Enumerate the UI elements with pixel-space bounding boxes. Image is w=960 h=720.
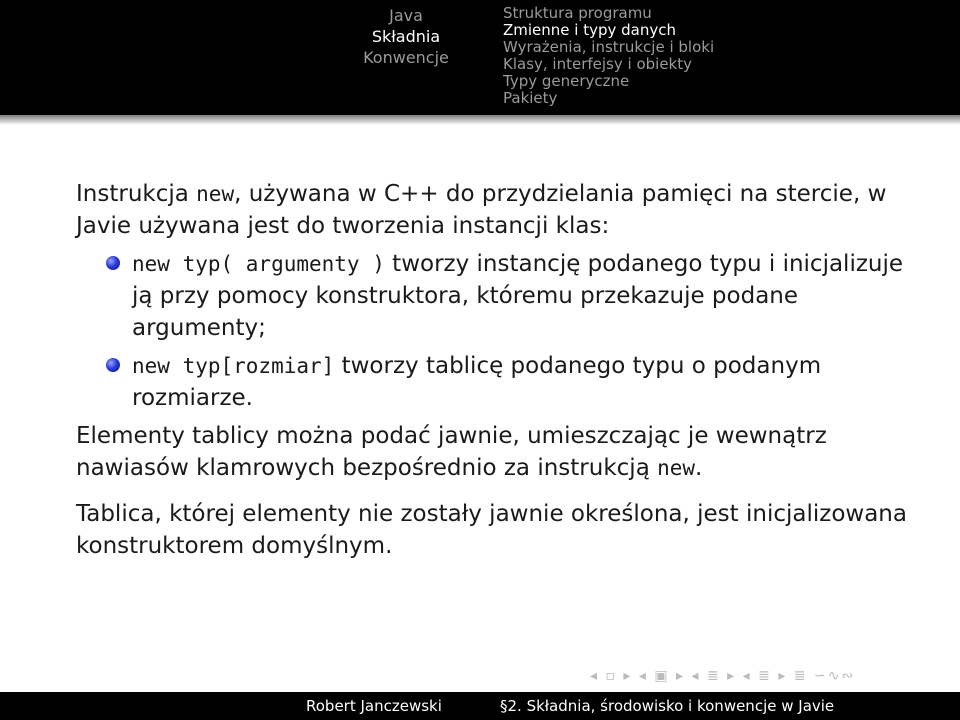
- code-new: new: [196, 182, 235, 206]
- header-section-nav: [503, 5, 714, 107]
- footer-author: Robert Janczewski: [306, 697, 442, 715]
- header-bar: [0, 0, 960, 115]
- slide-content: [76, 178, 916, 562]
- bullet-list: [76, 248, 916, 414]
- nav-section-klasy[interactable]: Klasy, interfejsy i obiekty: [503, 55, 692, 73]
- bullet-item: new typ( argumenty ) tworzy instancję podanego typu i inicjalizuje ją przy pomocy konstruktora, któremu przekazuje podane argumenty;: [76, 248, 916, 344]
- nav-section-zmienne[interactable]: Zmienne i typy danych: [503, 21, 677, 39]
- nav-section-pakiety[interactable]: Pakiety: [503, 89, 558, 107]
- nav-java[interactable]: Java: [389, 6, 423, 25]
- nav-konwencje[interactable]: Konwencje: [363, 48, 449, 67]
- paragraph-intro: Instrukcja new, używana w C++ do przydzielania pamięci na stercie, w Javie używana jest do tworzenia instancji klas:: [76, 181, 887, 239]
- code-new-typ-argumenty: new typ( argumenty ): [132, 252, 385, 276]
- beamer-navigation-icons[interactable]: ◂ ▫ ▸ ◂ ▣ ▸ ◂ ≣ ▸ ◂ ≣ ▸ ≣ ∽∿∾: [590, 668, 856, 684]
- footer-title: §2. Składnia, środowisko i konwencje w Javie: [500, 697, 835, 715]
- footer-bar: [0, 692, 960, 720]
- bullet-item: new typ[rozmiar] tworzy tablicę podanego typu o podanym rozmiarze.: [76, 350, 916, 414]
- code-new-typ-rozmiar: new typ[rozmiar]: [132, 354, 335, 378]
- paragraph-default-constructor: Tablica, której elementy nie zostały jawnie określona, jest inicjalizowana konstruktorem domyślnym.: [76, 501, 907, 559]
- nav-section-wyrazenia[interactable]: Wyrażenia, instrukcje i bloki: [503, 38, 715, 56]
- header-left-nav: [336, 5, 476, 68]
- nav-section-struktura[interactable]: Struktura programu: [503, 4, 652, 22]
- header-shadow: [0, 115, 960, 125]
- bullet-ball-icon: [106, 256, 120, 270]
- paragraph-elements: Elementy tablicy można podać jawnie, umieszczając je wewnątrz nawiasów klamrowych bezpośrednio za instrukcją new.: [76, 423, 827, 481]
- nav-section-typy[interactable]: Typy generyczne: [503, 72, 630, 90]
- code-new: new: [657, 456, 696, 480]
- bullet-ball-icon: [106, 358, 120, 372]
- nav-skladnia[interactable]: Składnia: [371, 27, 441, 46]
